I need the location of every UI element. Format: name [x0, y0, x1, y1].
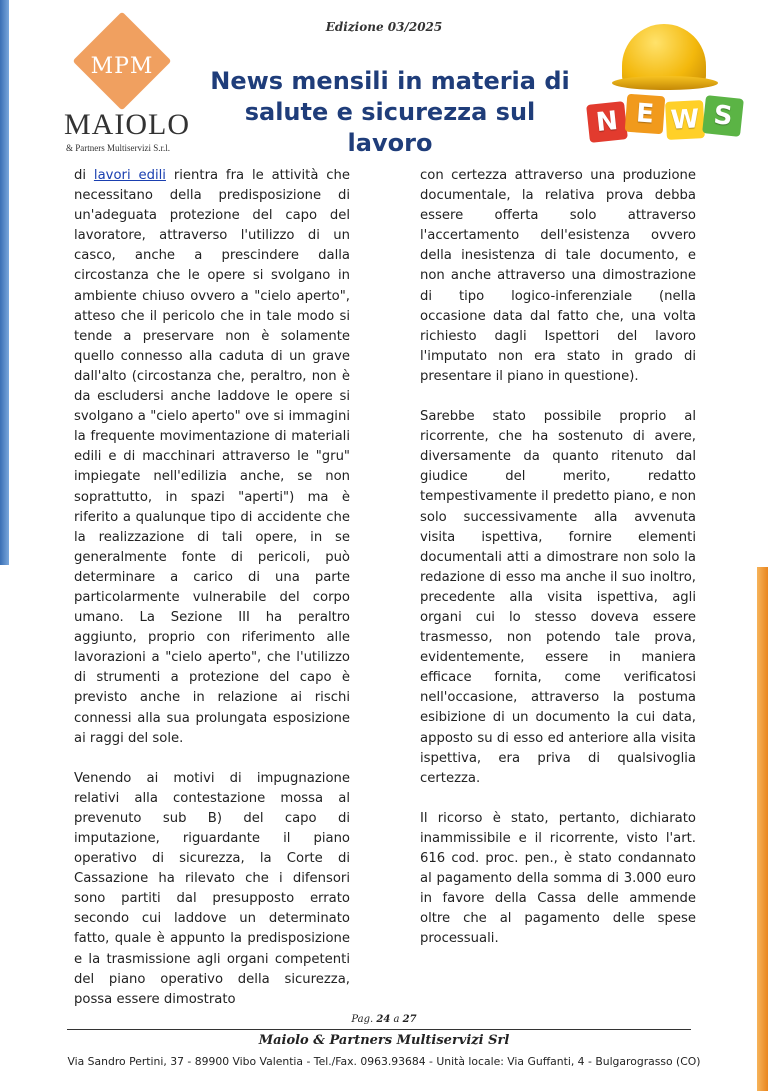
lavori-edili-link[interactable]: lavori edili — [93, 168, 166, 183]
page-prefix: Pag. — [351, 1014, 377, 1025]
newsletter-title — [200, 66, 580, 159]
news-block-e: E — [625, 94, 666, 135]
page-number — [0, 1014, 768, 1025]
left-column — [74, 166, 350, 1030]
edition-label: Edizione 03/2025 — [325, 20, 443, 34]
logo-subtitle: & Partners Multiservizi S.r.l. — [66, 143, 170, 153]
left-para1-text: rientra fra le attività che necessitano della predisposizione di un'adeguata protezione del capo del lavoratore, attraverso l'utilizzo di un casco, anche a prescindere dalla circostanza che le opere si svolgano in ambiente chiuso ovvero a "cielo aperto", atteso che il pericolo che in tale modo si tende a preservare non è solamente quello connesso alla caduta di un grave dall'alto (circostanza che, peraltro, non è da escludersi anche laddove le opere si svolgano a "cielo aperto" ove si immagini la frequente movimentazione di materiali edili e di macchinari attraverso le "gru" impiegate nell'edilizia anche, se non soprattutto, in spazi "aperti") ma è riferito a qualunque tipo di accidente che la realizzazione di tali opere, in se generalmente fonte di pericoli, può determinare a carico di una parte particolarmente vulnerabile del corpo umano. La Sezione III ha peraltro aggiunto, proprio con riferimento alle lavorazioni a "cielo aperto", che l'utilizzo di strumenti a protezione del capo è previsto anche in relazione ai rischi connessi alla sua prolungata esposizione ai raggi del sole. — [74, 168, 350, 746]
left-accent-bar — [0, 0, 9, 565]
left-para1-prefix: di — [74, 168, 94, 183]
news-block-w: W — [665, 100, 705, 140]
page-total: 27 — [402, 1014, 417, 1025]
right-paragraph-2: Sarebbe stato possibile proprio al ricorrente, che ha sostenuto di avere, diversamente da quanto ritenuto dal giudice del merito, redatto tempestivamente il predetto piano, e non solo successivamente alla avvenuta visita ispettiva, fornire elementi documentali atti a dimostrare non solo la redazione di esso ma anche il suo inoltro, precedente alla visita ispettiva, agli organi cui lo stesso doveva essere trasmesso, non potendo tale prova, evidentemente, essere in maniera efficace fornita, come verificatosi nell'occasione, attraverso la postuma esibizione di un documento la cui data, apposto su di esso ed anteriore alla visita ispettiva, era priva di qualsivoglia certezza. — [420, 409, 696, 786]
logo-initials: MPM — [90, 54, 154, 79]
left-paragraph-2: Venendo ai motivi di impugnazione relativi alla contestazione mossa al prevenuto sub B) del capo di imputazione, riguardante il piano operativo di sicurezza, la Corte di Cassazione ha rilevato che i difensori sono partiti dal presupposto errato secondo cui laddove un determinato fatto, quale è appunto la predisposizione e la trasmissione agli organi competenti del piano operativo della sicurezza, possa essere dimostrato — [74, 770, 350, 1007]
news-block-s: S — [702, 95, 744, 137]
footer-company: Maiolo & Partners Multiservizi Srl — [258, 1033, 510, 1048]
page-current: 24 — [376, 1014, 391, 1025]
right-column — [420, 166, 696, 969]
left-paragraph-1 — [74, 166, 350, 749]
news-block-n: N — [586, 101, 628, 143]
right-paragraph-1: con certezza attraverso una produzione documentale, la relativa prova debba essere offerta solo attraverso l'accertamento dell'esistenza ovvero della inesistenza di tale documento, e non anche attraverso una dimostrazione di tipo logico-inferenziale (nella occasione data dal fatto che, una volta richiesto dagli Ispettori del lavoro l'imputato non era stato in grado di presentare il piano in questione). — [420, 168, 696, 384]
company-logo — [60, 24, 200, 154]
logo-name: MAIOLO — [64, 108, 190, 141]
right-paragraph-3: Il ricorso è stato, pertanto, dichiarato inammissibile e il ricorrente, visto l'art. 616 cod. proc. pen., è stato condannato al pagamento della somma di 3.000 euro in favore della Cassa delle ammende oltre che al pagamento delle spese processuali. — [420, 810, 696, 947]
title-line-1: News mensili in materia di — [210, 67, 570, 95]
hard-hat-brim — [612, 76, 718, 90]
title-line-2: salute e sicurezza sul lavoro — [244, 98, 536, 157]
footer-divider — [67, 1029, 691, 1030]
page-separator: a — [390, 1014, 403, 1025]
right-accent-bar — [757, 567, 768, 1091]
hard-hat-icon — [610, 20, 720, 95]
footer-address: Via Sandro Pertini, 37 - 89900 Vibo Valentia - Tel./Fax. 0963.93684 - Unità locale: Via Guffanti, 4 - Bulgarograsso (CO) — [67, 1055, 701, 1068]
